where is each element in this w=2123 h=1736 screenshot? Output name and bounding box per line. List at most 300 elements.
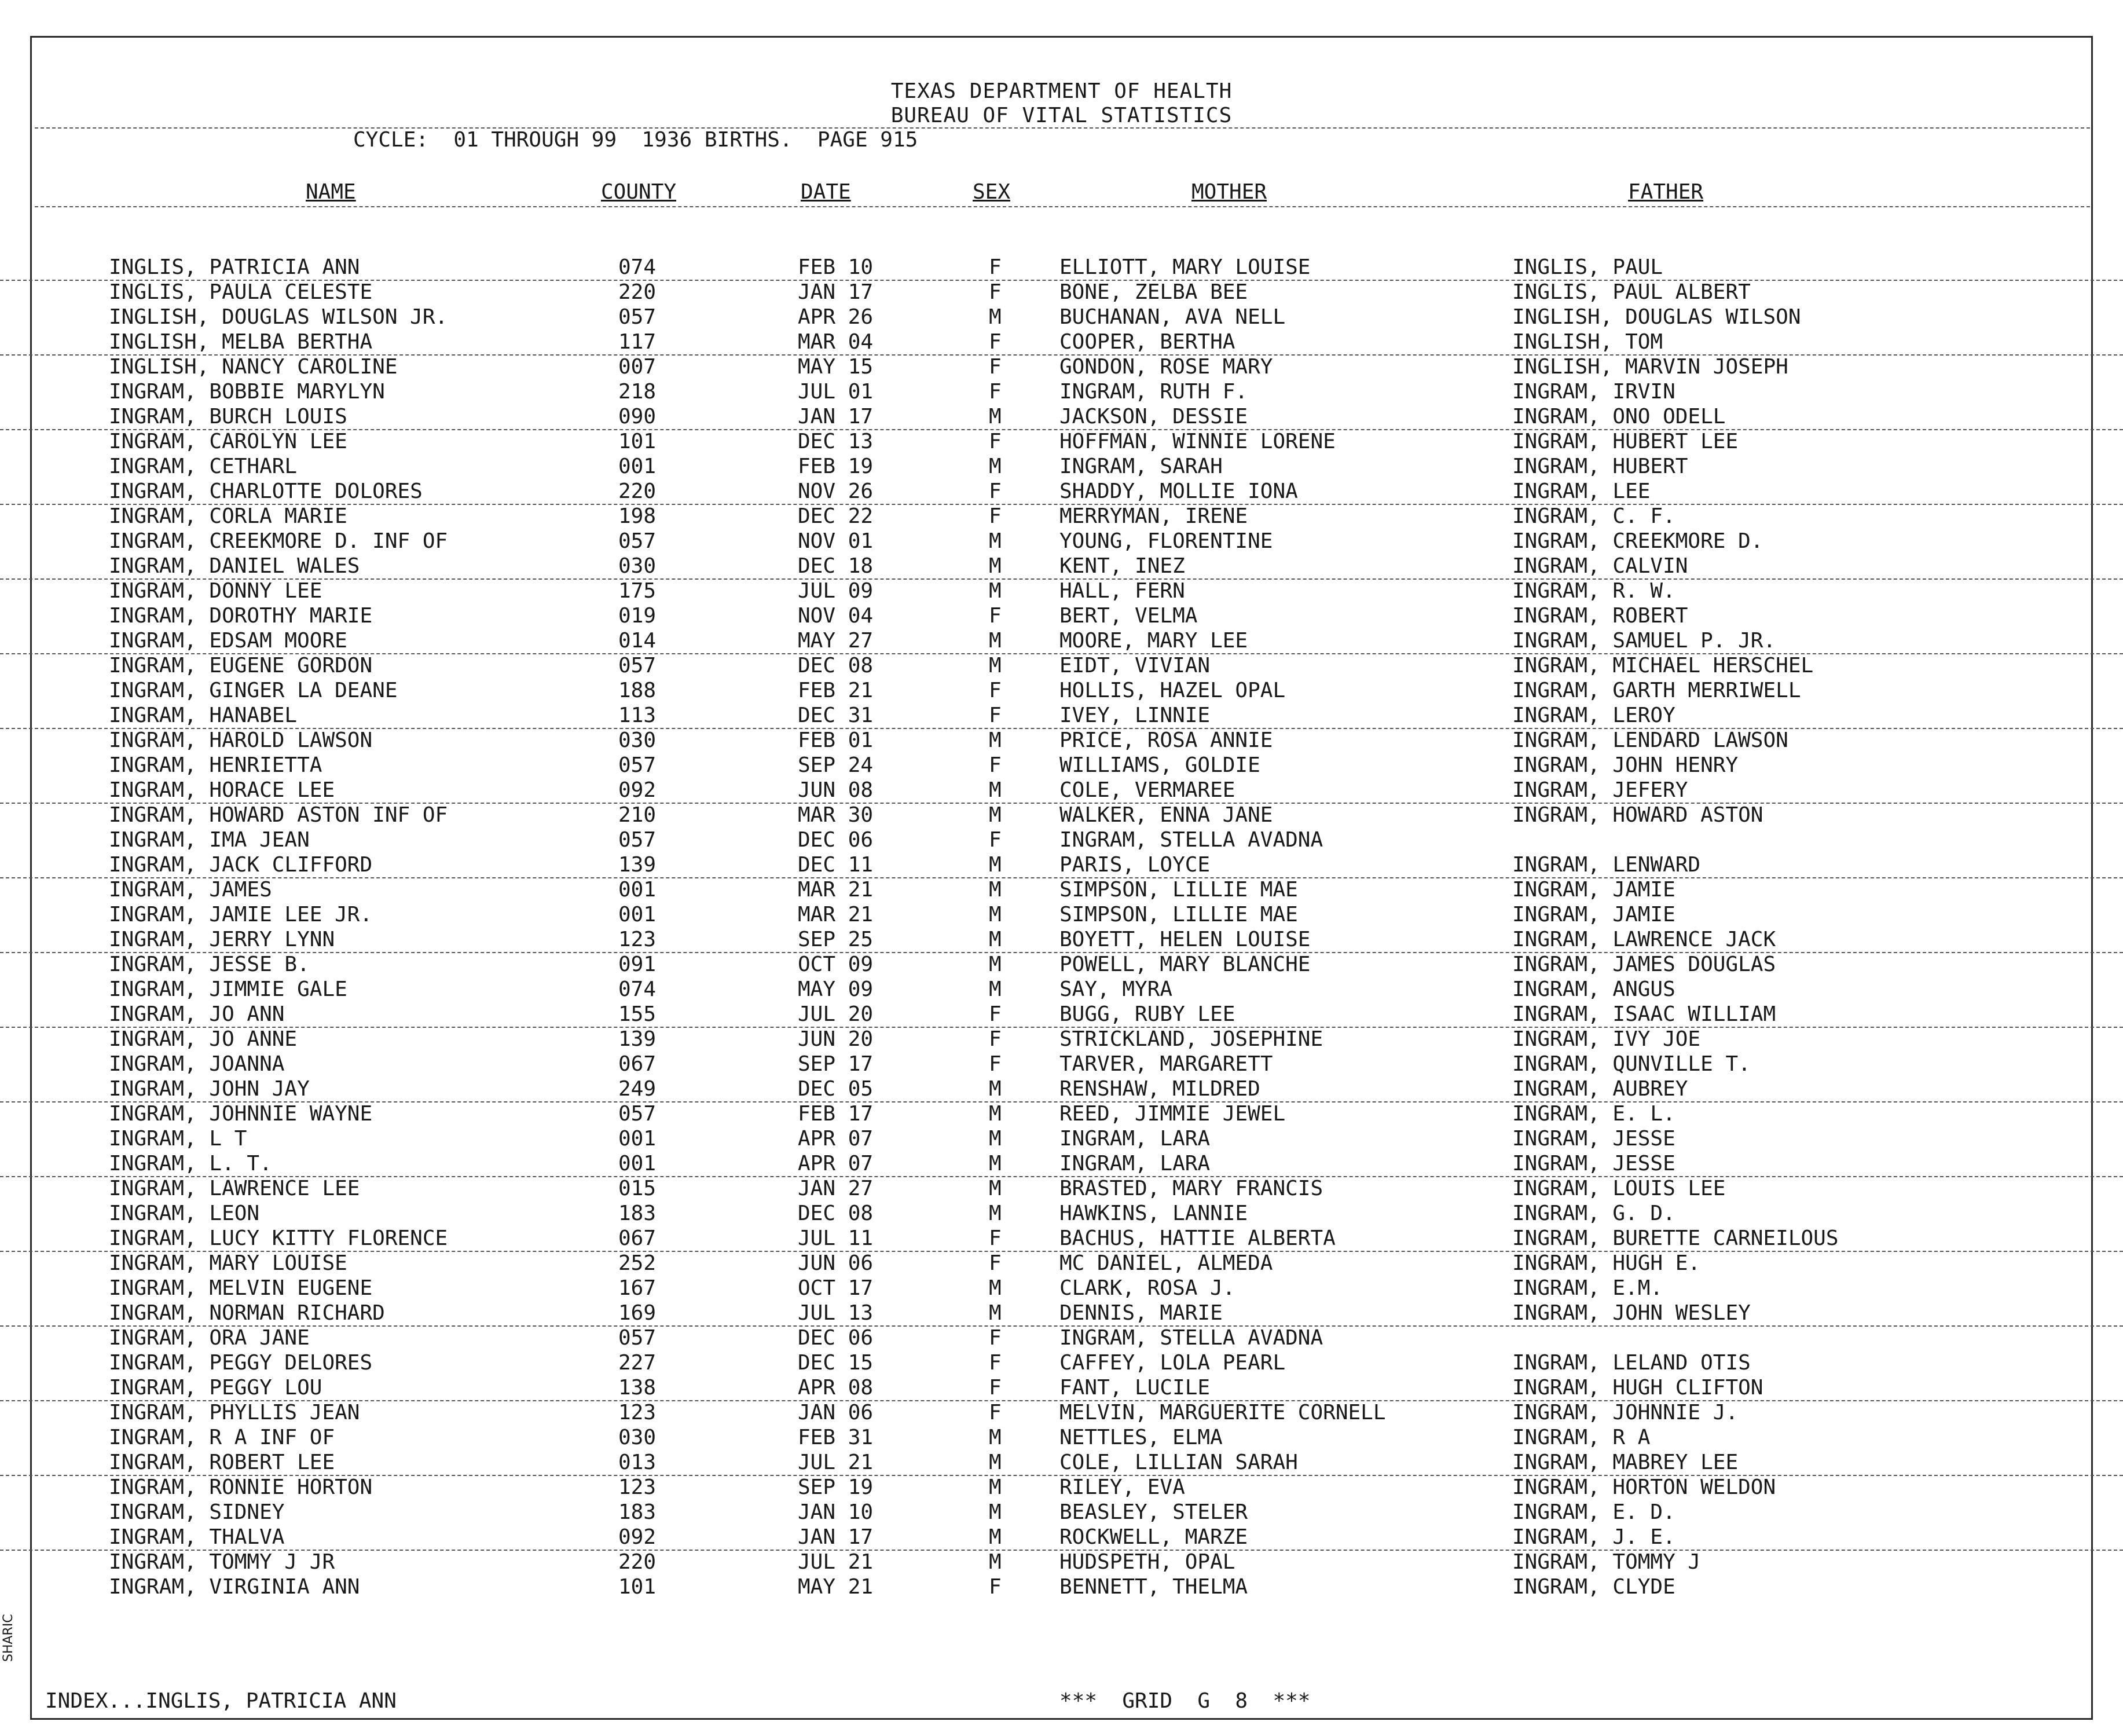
cell-mother: CLARK, ROSA J. [1059, 1276, 1235, 1300]
table-row [0, 852, 2123, 878]
cell-mother: INGRAM, STELLA AVADNA [1059, 828, 1323, 852]
cell-name: INGRAM, JESSE B. [109, 953, 310, 976]
cell-county: 001 [618, 903, 657, 926]
cell-sex: M [989, 1475, 1002, 1499]
cell-father: INGRAM, HOWARD ASTON [1512, 803, 1763, 827]
table-row [0, 280, 2123, 305]
cell-mother: BEASLEY, STELER [1059, 1500, 1248, 1524]
cell-date: DEC 06 [798, 1326, 874, 1350]
cell-name: INGRAM, JOHNNIE WAYNE [109, 1102, 373, 1126]
cell-name: INGRAM, DONNY LEE [109, 579, 322, 603]
cell-date: JAN 17 [798, 280, 874, 304]
cell-father: INGRAM, J. E. [1512, 1525, 1675, 1549]
cell-date: FEB 17 [798, 1102, 874, 1126]
table-row [0, 1350, 2123, 1375]
cell-mother: FANT, LUCILE [1059, 1376, 1211, 1400]
table-row [0, 778, 2123, 804]
column-header-name: NAME [306, 180, 356, 204]
cell-father: INGRAM, ROBERT [1512, 604, 1688, 628]
cell-mother: HAWKINS, LANNIE [1059, 1202, 1248, 1225]
cell-sex: F [989, 1251, 1002, 1275]
table-row [0, 1425, 2123, 1450]
cell-father: INGRAM, IRVIN [1512, 380, 1675, 404]
cell-county: 057 [618, 654, 657, 677]
cell-county: 188 [618, 679, 657, 702]
cell-county: 167 [618, 1276, 657, 1300]
cell-sex: F [989, 1226, 1002, 1250]
cell-mother: HOLLIS, HAZEL OPAL [1059, 679, 1286, 702]
cell-date: JAN 17 [798, 405, 874, 428]
cell-mother: YOUNG, FLORENTINE [1059, 529, 1273, 553]
cell-sex: M [989, 953, 1002, 976]
cell-mother: MC DANIEL, ALMEDA [1059, 1251, 1273, 1275]
cell-name: INGRAM, NORMAN RICHARD [109, 1301, 385, 1325]
cell-sex: F [989, 430, 1002, 453]
cell-father: INGLISH, MARVIN JOSEPH [1512, 355, 1788, 379]
cell-father: INGLIS, PAUL ALBERT [1512, 280, 1751, 304]
cell-name: INGRAM, TOMMY J JR [109, 1550, 335, 1574]
cell-mother: ROCKWELL, MARZE [1059, 1525, 1248, 1549]
table-row [0, 1126, 2123, 1151]
cell-sex: M [989, 554, 1002, 578]
cell-date: JUL 09 [798, 579, 874, 603]
table-row [0, 1101, 2123, 1126]
cell-county: 218 [618, 380, 657, 404]
cell-mother: DENNIS, MARIE [1059, 1301, 1223, 1325]
cell-date: MAY 27 [798, 629, 874, 653]
cell-county: 057 [618, 1326, 657, 1350]
cell-name: INGRAM, CETHARL [109, 455, 298, 478]
cell-sex: M [989, 1276, 1002, 1300]
cell-county: 155 [618, 1002, 657, 1026]
cell-sex: M [989, 1202, 1002, 1225]
cell-mother: BUCHANAN, AVA NELL [1059, 305, 1286, 329]
cell-county: 123 [618, 928, 657, 951]
table-row [0, 305, 2123, 329]
cell-date: JAN 06 [798, 1401, 874, 1424]
cell-mother: BENNETT, THELMA [1059, 1575, 1248, 1599]
cell-father: INGRAM, BURETTE CARNEILOUS [1512, 1226, 1839, 1250]
side-mark: SHARIC [1, 1614, 16, 1662]
cell-father: INGRAM, TOMMY J [1512, 1550, 1701, 1574]
cell-date: MAR 04 [798, 330, 874, 354]
cell-father: INGRAM, IVY JOE [1512, 1027, 1701, 1051]
cell-date: APR 26 [798, 305, 874, 329]
cell-name: INGRAM, LAWRENCE LEE [109, 1177, 360, 1200]
cell-father: INGRAM, GARTH MERRIWELL [1512, 679, 1801, 702]
cell-name: INGRAM, THALVA [109, 1525, 285, 1549]
table-row [0, 952, 2123, 977]
table-row [0, 653, 2123, 678]
cell-mother: BOYETT, HELEN LOUISE [1059, 928, 1311, 951]
table-row [0, 379, 2123, 404]
cell-sex: F [989, 280, 1002, 304]
cell-county: 117 [618, 330, 657, 354]
cell-date: FEB 01 [798, 728, 874, 752]
cell-date: MAR 30 [798, 803, 874, 827]
cell-father: INGLISH, DOUGLAS WILSON [1512, 305, 1801, 329]
cell-date: MAY 15 [798, 355, 874, 379]
table-row [0, 1475, 2123, 1500]
cell-date: JUL 21 [798, 1451, 874, 1474]
cell-mother: MOORE, MARY LEE [1059, 629, 1248, 653]
cell-mother: HOFFMAN, WINNIE LORENE [1059, 430, 1336, 453]
cell-name: INGRAM, RONNIE HORTON [109, 1475, 373, 1499]
cell-name: INGRAM, CORLA MARIE [109, 504, 347, 528]
table-row [0, 728, 2123, 753]
cell-date: APR 07 [798, 1152, 874, 1175]
cell-sex: M [989, 1500, 1002, 1524]
table-row [0, 803, 2123, 827]
cell-mother: PARIS, LOYCE [1059, 853, 1211, 877]
cell-sex: M [989, 928, 1002, 951]
cell-county: 001 [618, 455, 657, 478]
cell-name: INGRAM, EDSAM MOORE [109, 629, 347, 653]
cell-name: INGRAM, JAMIE LEE JR. [109, 903, 373, 926]
cell-date: DEC 08 [798, 654, 874, 677]
cell-mother: RENSHAW, MILDRED [1059, 1077, 1260, 1101]
cell-county: 138 [618, 1376, 657, 1400]
cell-date: FEB 10 [798, 255, 874, 279]
cell-mother: HUDSPETH, OPAL [1059, 1550, 1235, 1574]
cell-mother: BUGG, RUBY LEE [1059, 1002, 1235, 1026]
cell-mother: INGRAM, LARA [1059, 1127, 1211, 1151]
cell-date: DEC 13 [798, 430, 874, 453]
cell-sex: M [989, 1426, 1002, 1449]
cell-date: FEB 21 [798, 679, 874, 702]
cell-father: INGRAM, JAMIE [1512, 903, 1675, 926]
cell-mother: MELVIN, MARGUERITE CORNELL [1059, 1401, 1386, 1424]
cell-sex: M [989, 1525, 1002, 1549]
cell-name: INGRAM, GINGER LA DEANE [109, 679, 398, 702]
cell-father: INGRAM, LENDARD LAWSON [1512, 728, 1788, 752]
cell-name: INGRAM, HAROLD LAWSON [109, 728, 373, 752]
cell-mother: IVEY, LINNIE [1059, 704, 1211, 727]
table-row [0, 1151, 2123, 1177]
cell-mother: TARVER, MARGARETT [1059, 1052, 1273, 1076]
cell-mother: POWELL, MARY BLANCHE [1059, 953, 1311, 976]
cell-date: MAY 09 [798, 977, 874, 1001]
cell-mother: INGRAM, LARA [1059, 1152, 1211, 1175]
table-row [0, 1550, 2123, 1574]
cell-name: INGRAM, JIMMIE GALE [109, 977, 347, 1001]
cell-father: INGRAM, CALVIN [1512, 554, 1688, 578]
cell-mother: JACKSON, DESSIE [1059, 405, 1248, 428]
cell-mother: STRICKLAND, JOSEPHINE [1059, 1027, 1323, 1051]
cell-date: DEC 15 [798, 1351, 874, 1375]
cell-name: INGRAM, ROBERT LEE [109, 1451, 335, 1474]
cell-county: 198 [618, 504, 657, 528]
cell-county: 057 [618, 529, 657, 553]
table-row [0, 255, 2123, 281]
table-row [0, 404, 2123, 430]
cell-father: INGRAM, AUBREY [1512, 1077, 1688, 1101]
cell-name: INGRAM, JERRY LYNN [109, 928, 335, 951]
cell-date: OCT 09 [798, 953, 874, 976]
table-row [0, 578, 2123, 603]
cell-father: INGRAM, MICHAEL HERSCHEL [1512, 654, 1814, 677]
table-row [0, 429, 2123, 454]
cell-date: MAR 21 [798, 903, 874, 926]
cell-sex: M [989, 1077, 1002, 1101]
cell-name: INGRAM, SIDNEY [109, 1500, 285, 1524]
table-row [0, 529, 2123, 554]
cell-father: INGRAM, MABREY LEE [1512, 1451, 1739, 1474]
cell-sex: M [989, 977, 1002, 1001]
cell-father: INGRAM, ONO ODELL [1512, 405, 1726, 428]
cell-sex: M [989, 579, 1002, 603]
cell-father: INGRAM, JESSE [1512, 1152, 1675, 1175]
cell-mother: RILEY, EVA [1059, 1475, 1185, 1499]
cell-mother: COLE, VERMAREE [1059, 778, 1235, 802]
cell-date: NOV 26 [798, 479, 874, 503]
cell-mother: SHADDY, MOLLIE IONA [1059, 479, 1298, 503]
cell-name: INGRAM, IMA JEAN [109, 828, 310, 852]
cell-county: 007 [618, 355, 657, 379]
table-row [0, 678, 2123, 703]
cell-county: 169 [618, 1301, 657, 1325]
cell-name: INGRAM, L. T. [109, 1152, 272, 1175]
table-row [0, 603, 2123, 628]
cell-date: JUN 06 [798, 1251, 874, 1275]
cell-mother: KENT, INEZ [1059, 554, 1185, 578]
cell-sex: M [989, 455, 1002, 478]
cell-sex: M [989, 853, 1002, 877]
cell-name: INGLISH, MELBA BERTHA [109, 330, 373, 354]
column-header-father: FATHER [1628, 180, 1704, 204]
cell-date: DEC 05 [798, 1077, 874, 1101]
cell-date: MAY 21 [798, 1575, 874, 1599]
cell-mother: REED, JIMMIE JEWEL [1059, 1102, 1286, 1126]
cell-name: INGRAM, CAROLYN LEE [109, 430, 347, 453]
cell-county: 091 [618, 953, 657, 976]
cell-father: INGRAM, CREEKMORE D. [1512, 529, 1763, 553]
cell-father: INGRAM, E.M. [1512, 1276, 1663, 1300]
cell-date: JUN 20 [798, 1027, 874, 1051]
cell-sex: F [989, 1401, 1002, 1424]
cell-name: INGRAM, JOANNA [109, 1052, 285, 1076]
cell-mother: COOPER, BERTHA [1059, 330, 1235, 354]
table-row [0, 1201, 2123, 1226]
cell-county: 139 [618, 1027, 657, 1051]
cell-father: INGRAM, HUGH E. [1512, 1251, 1701, 1275]
cell-county: 019 [618, 604, 657, 628]
table-row [0, 628, 2123, 654]
cell-date: MAR 21 [798, 878, 874, 902]
cell-name: INGRAM, PEGGY LOU [109, 1376, 322, 1400]
cell-sex: M [989, 1301, 1002, 1325]
column-header-mother: MOTHER [1191, 180, 1267, 204]
table-row [0, 554, 2123, 580]
cell-name: INGRAM, HORACE LEE [109, 778, 335, 802]
cell-father: INGRAM, JOHN WESLEY [1512, 1301, 1751, 1325]
cell-mother: BACHUS, HATTIE ALBERTA [1059, 1226, 1336, 1250]
table-row [0, 877, 2123, 902]
cell-name: INGRAM, L T [109, 1127, 247, 1151]
cell-county: 092 [618, 778, 657, 802]
cell-sex: M [989, 1550, 1002, 1574]
cell-name: INGRAM, MELVIN EUGENE [109, 1276, 373, 1300]
cell-date: SEP 24 [798, 753, 874, 777]
cell-father: INGRAM, HUBERT [1512, 455, 1688, 478]
cell-county: 220 [618, 479, 657, 503]
cell-mother: INGRAM, RUTH F. [1059, 380, 1248, 404]
table-row [0, 927, 2123, 953]
cell-name: INGRAM, BOBBIE MARYLYN [109, 380, 385, 404]
cell-name: INGRAM, JO ANNE [109, 1027, 298, 1051]
table-row [0, 1301, 2123, 1327]
cell-date: JUL 13 [798, 1301, 874, 1325]
cell-sex: M [989, 305, 1002, 329]
cell-father: INGRAM, LENWARD [1512, 853, 1701, 877]
cell-county: 030 [618, 1426, 657, 1449]
cycle-line: CYCLE: 01 THROUGH 99 1936 BIRTHS. PAGE 915 [353, 128, 918, 152]
cell-father: INGRAM, LEE [1512, 479, 1651, 503]
cell-county: 227 [618, 1351, 657, 1375]
cell-name: INGLIS, PATRICIA ANN [109, 255, 360, 279]
cell-father: INGRAM, LOUIS LEE [1512, 1177, 1726, 1200]
cell-sex: F [989, 504, 1002, 528]
cell-father: INGRAM, JEFERY [1512, 778, 1688, 802]
cell-father: INGRAM, JAMIE [1512, 878, 1675, 902]
cell-name: INGRAM, ORA JANE [109, 1326, 310, 1350]
cell-date: JUL 20 [798, 1002, 874, 1026]
cell-sex: F [989, 828, 1002, 852]
cell-sex: F [989, 255, 1002, 279]
cell-father: INGRAM, HUGH CLIFTON [1512, 1376, 1763, 1400]
cell-county: 101 [618, 430, 657, 453]
cell-mother: INGRAM, SARAH [1059, 455, 1223, 478]
cell-date: JUL 11 [798, 1226, 874, 1250]
cell-county: 183 [618, 1202, 657, 1225]
cell-date: FEB 19 [798, 455, 874, 478]
cell-date: SEP 25 [798, 928, 874, 951]
cell-name: INGRAM, LEON [109, 1202, 260, 1225]
cell-date: APR 08 [798, 1376, 874, 1400]
cell-county: 183 [618, 1500, 657, 1524]
cell-county: 001 [618, 1127, 657, 1151]
cell-date: DEC 18 [798, 554, 874, 578]
cell-sex: F [989, 330, 1002, 354]
cell-county: 057 [618, 1102, 657, 1126]
cell-county: 123 [618, 1475, 657, 1499]
cell-name: INGRAM, R A INF OF [109, 1426, 335, 1449]
cell-sex: F [989, 1027, 1002, 1051]
cell-name: INGRAM, DANIEL WALES [109, 554, 360, 578]
cell-sex: M [989, 405, 1002, 428]
cell-father: INGRAM, R. W. [1512, 579, 1675, 603]
cell-sex: F [989, 1351, 1002, 1375]
cell-name: INGRAM, MARY LOUISE [109, 1251, 347, 1275]
cell-date: NOV 01 [798, 529, 874, 553]
cell-sex: F [989, 1575, 1002, 1599]
cell-county: 220 [618, 280, 657, 304]
cell-mother: SAY, MYRA [1059, 977, 1173, 1001]
table-row [0, 1002, 2123, 1028]
table-row [0, 479, 2123, 505]
cell-county: 092 [618, 1525, 657, 1549]
cell-county: 015 [618, 1177, 657, 1200]
cell-county: 220 [618, 1550, 657, 1574]
cell-father: INGRAM, E. L. [1512, 1102, 1675, 1126]
cell-father: INGRAM, LELAND OTIS [1512, 1351, 1751, 1375]
cell-father: INGRAM, ANGUS [1512, 977, 1675, 1001]
cell-mother: GONDON, ROSE MARY [1059, 355, 1273, 379]
table-row [0, 1251, 2123, 1276]
cell-county: 074 [618, 977, 657, 1001]
cell-mother: PRICE, ROSA ANNIE [1059, 728, 1273, 752]
cell-mother: BRASTED, MARY FRANCIS [1059, 1177, 1323, 1200]
cell-sex: M [989, 903, 1002, 926]
cell-date: JAN 10 [798, 1500, 874, 1524]
cell-name: INGRAM, JAMES [109, 878, 272, 902]
table-row [0, 454, 2123, 479]
cell-mother: HALL, FERN [1059, 579, 1185, 603]
cell-county: 014 [618, 629, 657, 653]
cell-date: DEC 11 [798, 853, 874, 877]
cell-county: 067 [618, 1052, 657, 1076]
cell-name: INGLIS, PAULA CELESTE [109, 280, 373, 304]
cell-mother: BERT, VELMA [1059, 604, 1198, 628]
cell-county: 249 [618, 1077, 657, 1101]
cell-father: INGRAM, ISAAC WILLIAM [1512, 1002, 1776, 1026]
table-row [0, 354, 2123, 379]
cell-county: 057 [618, 828, 657, 852]
cell-father: INGRAM, G. D. [1512, 1202, 1675, 1225]
cell-date: DEC 22 [798, 504, 874, 528]
cell-mother: SIMPSON, LILLIE MAE [1059, 878, 1298, 902]
cell-county: 123 [618, 1401, 657, 1424]
cell-name: INGRAM, JACK CLIFFORD [109, 853, 373, 877]
cell-county: 101 [618, 1575, 657, 1599]
table-row [0, 1276, 2123, 1301]
cell-name: INGRAM, PHYLLIS JEAN [109, 1401, 360, 1424]
cell-mother: EIDT, VIVIAN [1059, 654, 1211, 677]
footer-index: INDEX...INGLIS, PATRICIA ANN [45, 1689, 397, 1713]
table-row [0, 1525, 2123, 1551]
cell-county: 139 [618, 853, 657, 877]
cell-father: INGRAM, SAMUEL P. JR. [1512, 629, 1776, 653]
cell-name: INGRAM, VIRGINIA ANN [109, 1575, 360, 1599]
cell-father: INGRAM, JAMES DOUGLAS [1512, 953, 1776, 976]
cell-name: INGLISH, DOUGLAS WILSON JR. [109, 305, 448, 329]
table-row [0, 504, 2123, 529]
cell-sex: F [989, 1002, 1002, 1026]
cell-county: 074 [618, 255, 657, 279]
cell-county: 013 [618, 1451, 657, 1474]
cell-sex: F [989, 1326, 1002, 1350]
cell-date: FEB 31 [798, 1426, 874, 1449]
cell-county: 001 [618, 1152, 657, 1175]
table-row [0, 1450, 2123, 1476]
cell-name: INGRAM, LUCY KITTY FLORENCE [109, 1226, 448, 1250]
table-row [0, 1574, 2123, 1599]
cell-sex: M [989, 1451, 1002, 1474]
cell-name: INGRAM, DOROTHY MARIE [109, 604, 373, 628]
cell-mother: CAFFEY, LOLA PEARL [1059, 1351, 1286, 1375]
cell-date: OCT 17 [798, 1276, 874, 1300]
cell-mother: MERRYMAN, IRENE [1059, 504, 1248, 528]
cell-mother: INGRAM, STELLA AVADNA [1059, 1326, 1323, 1350]
cell-sex: F [989, 753, 1002, 777]
cell-date: JAN 17 [798, 1525, 874, 1549]
cell-county: 090 [618, 405, 657, 428]
cell-date: SEP 19 [798, 1475, 874, 1499]
table-row [0, 703, 2123, 729]
cell-name: INGRAM, HANABEL [109, 704, 298, 727]
cell-mother: WILLIAMS, GOLDIE [1059, 753, 1260, 777]
cell-mother: COLE, LILLIAN SARAH [1059, 1451, 1298, 1474]
